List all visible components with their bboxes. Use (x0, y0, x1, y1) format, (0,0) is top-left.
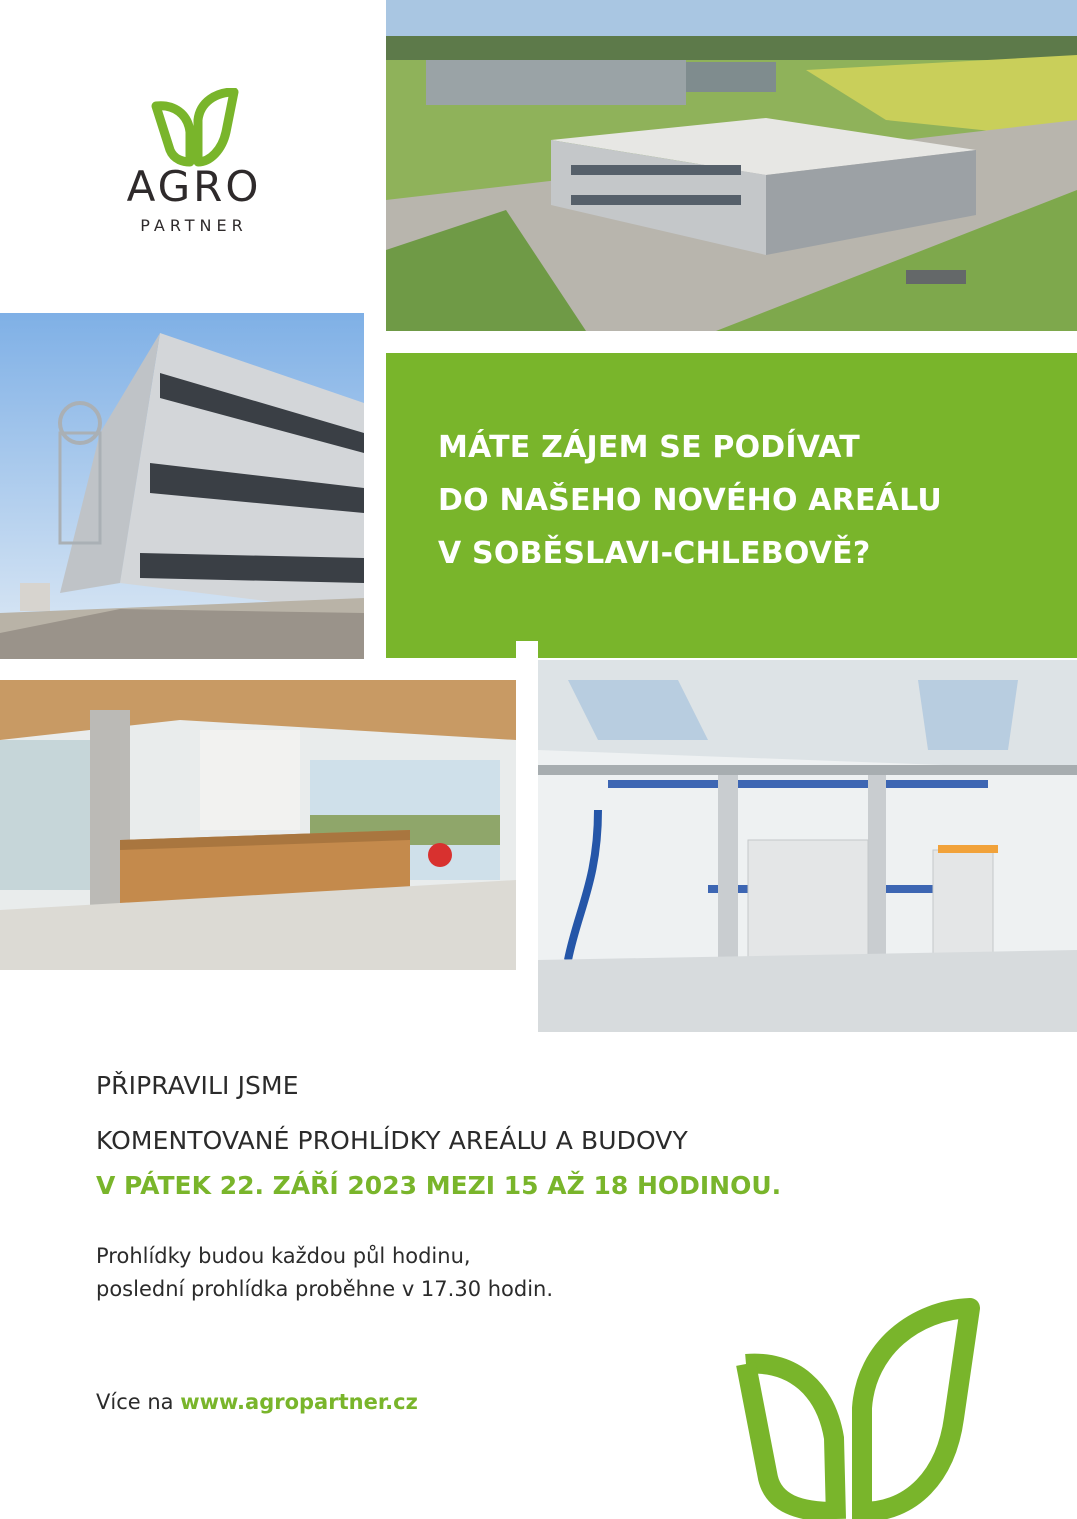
hall-interior-photo (538, 660, 1077, 1032)
headline-line-1: MÁTE ZÁJEM SE PODÍVAT (438, 430, 860, 465)
website-link[interactable]: www.agropartner.cz (180, 1390, 418, 1414)
event-date: V PÁTEK 22. ZÁŘÍ 2023 MEZI 15 AŽ 18 HODINOU. (96, 1171, 782, 1200)
agro-leaf-logo-icon (148, 88, 240, 168)
more-info (96, 1386, 418, 1419)
decorative-leaves-icon (724, 1298, 984, 1519)
intro-text (96, 1058, 996, 1168)
tour-details-line-1: Prohlídky budou každou půl hodinu, (96, 1244, 471, 1268)
intro-line-1: PŘIPRAVILI JSME (96, 1071, 299, 1100)
intro-line-2: KOMENTOVANÉ PROHLÍDKY AREÁLU A BUDOVY (96, 1126, 688, 1155)
more-info-prefix: Více na (96, 1390, 181, 1414)
brand-name-agro: AGRO (126, 162, 262, 211)
tour-details-line-2: poslední prohlídka proběhne v 17.30 hodin. (96, 1277, 554, 1301)
aerial-site-photo (386, 0, 1077, 331)
headline-line-2: DO NAŠEHO NOVÉHO AREÁLU (438, 483, 942, 518)
tour-details (96, 1240, 796, 1306)
headline-box-notch (516, 641, 538, 660)
brand-name-partner: PARTNER (140, 216, 248, 235)
reception-interior-photo (0, 680, 516, 970)
headline (438, 421, 1058, 580)
headline-line-3: V SOBĚSLAVI-CHLEBOVĚ? (438, 536, 871, 571)
building-facade-photo (0, 313, 364, 659)
